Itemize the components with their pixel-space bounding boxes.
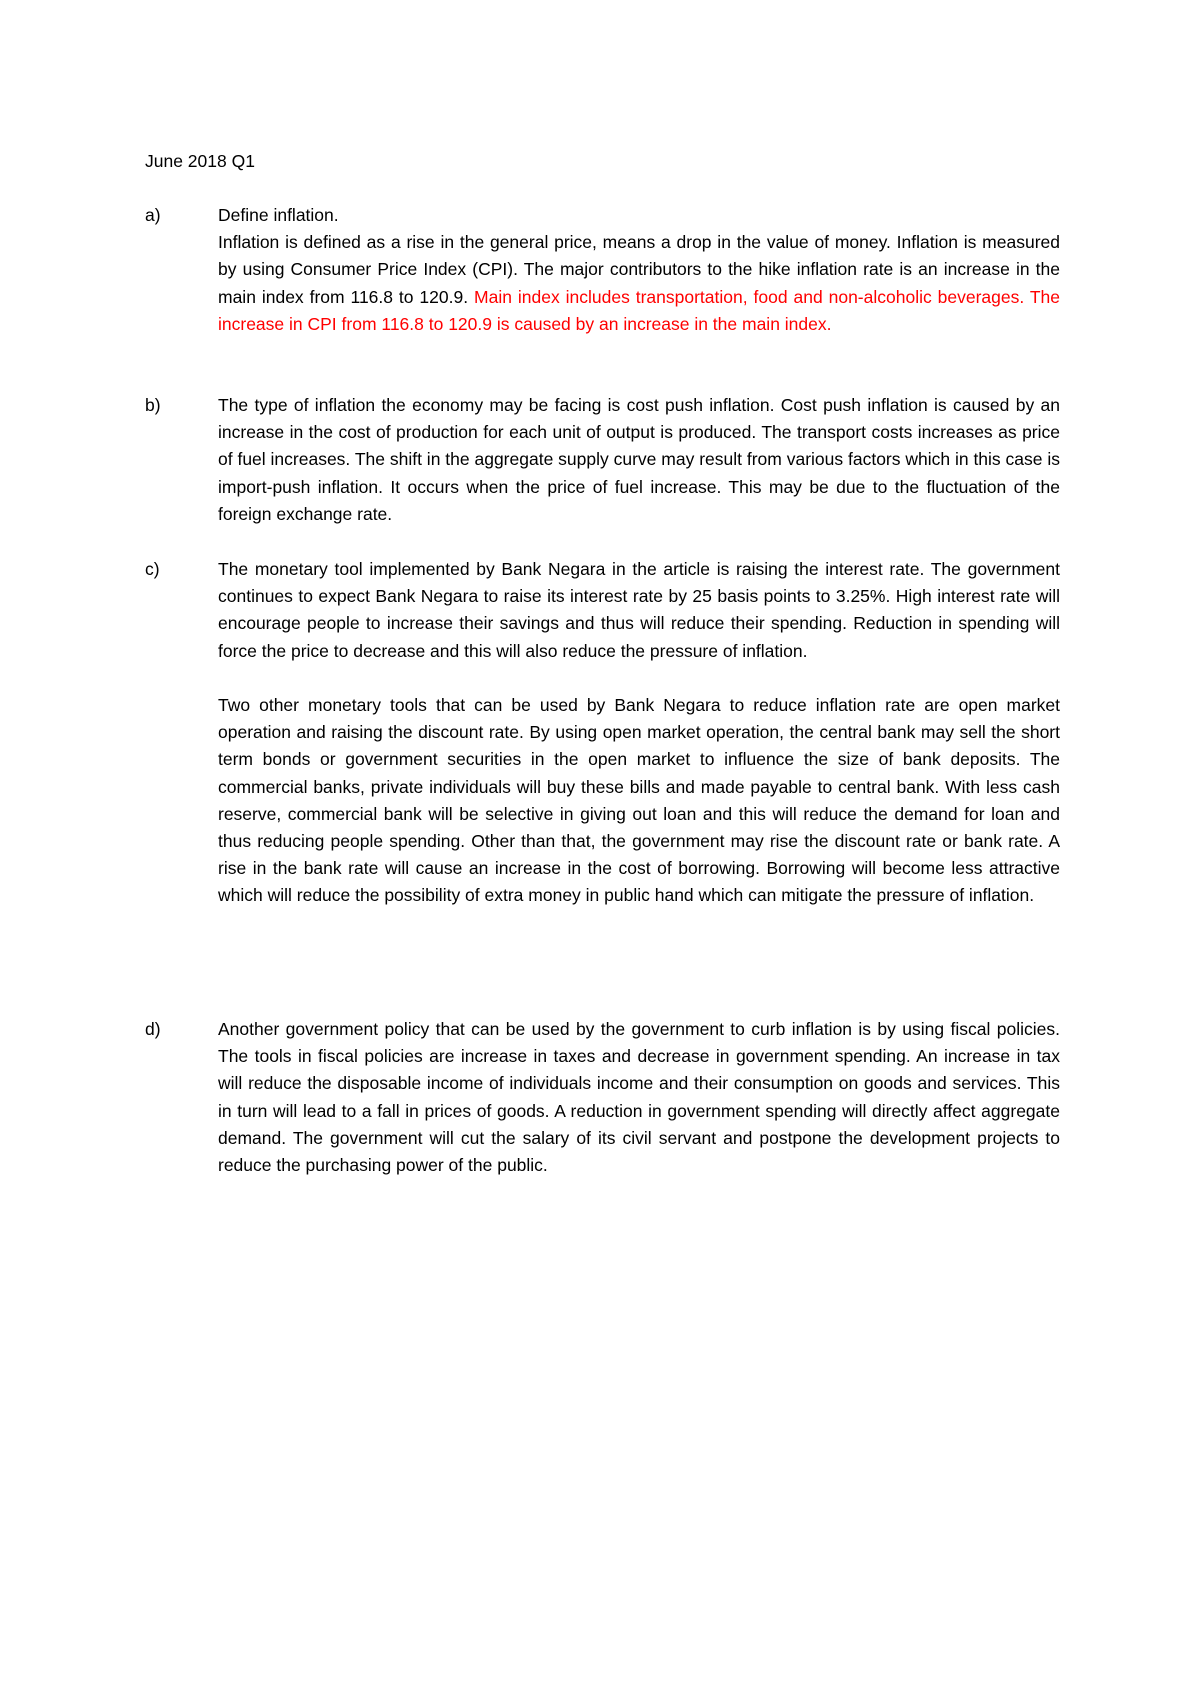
- answer-body: [218, 556, 1060, 910]
- answer-paragraph-1: The monetary tool implemented by Bank Negara in the article is raising the interest rate. The government continues to expect Bank Negara to raise its interest rate by 25 basis points to 3.25%. High interest rate will encourage people to increase their savings and thus will reduce their spending. Reduction in spending will force the price to decrease and this will also reduce the pressure of inflation.: [218, 559, 1060, 661]
- question-label: d): [145, 1019, 161, 1039]
- question-a: [145, 202, 1060, 338]
- answer-text: The type of inflation the economy may be facing is cost push inflation. Cost push inflation is caused by an increase in the cost of production for each unit of output is produced. The transport costs increases as price of fuel increases. The shift in the aggregate supply curve may result from various factors which in this case is import-push inflation. It occurs when the price of fuel increase. This may be due to the fluctuation of the foreign exchange rate.: [218, 395, 1061, 524]
- question-label: b): [145, 395, 161, 415]
- answer-paragraph-2: Two other monetary tools that can be used by Bank Negara to reduce inflation rate are open market operation and raising the discount rate. By using open market operation, the central bank may sell the short term bonds or government securities in the open market to influence the size of bank deposits. The commercial banks, private individuals will buy these bills and made payable to central bank. With less cash reserve, commercial bank will be selective in giving out loan and this will reduce the demand for loan and thus reducing people spending. Other than that, the government may rise the discount rate or bank rate. A rise in the bank rate will cause an increase in the cost of borrowing. Borrowing will become less attractive which will reduce the possibility of extra money in public hand which can mitigate the pressure of inflation.: [218, 695, 1060, 906]
- answer-text: [218, 229, 1060, 338]
- question-d: [145, 1016, 1060, 1179]
- question-heading: Define inflation.: [218, 205, 339, 225]
- question-label: a): [145, 205, 161, 225]
- document-title: June 2018 Q1: [145, 151, 255, 171]
- question-b: [145, 392, 1060, 528]
- question-c: [145, 556, 1060, 910]
- answer-body: [218, 1016, 1060, 1179]
- question-label: c): [145, 559, 160, 579]
- answer-sentence: Inflation is defined as a rise in the general price, means a drop in the value of money. Inflation is measured by using Consumer Price Index (CPI). The major contributors to the hike inflation rate is an increase in the main index from 116.8 to 120.9.: [218, 232, 1060, 307]
- answer-body: [218, 202, 1060, 338]
- answer-body: [218, 392, 1060, 528]
- answer-text: Another government policy that can be used by the government to curb inflation is by using fiscal policies. The tools in fiscal policies are increase in taxes and decrease in government spending. An increase in tax will reduce the disposable income of individuals income and their consumption on goods and services. This in turn will lead to a fall in prices of goods. A reduction in government spending will directly affect aggregate demand. The government will cut the salary of its civil servant and postpone the development projects to reduce the purchasing power of the public.: [218, 1019, 1060, 1176]
- highlighted-text: Main index includes transportation, food and non-alcoholic beverages. The increase in CPI from 116.8 to 120.9 is caused by an increase in the main index.: [218, 286, 1060, 334]
